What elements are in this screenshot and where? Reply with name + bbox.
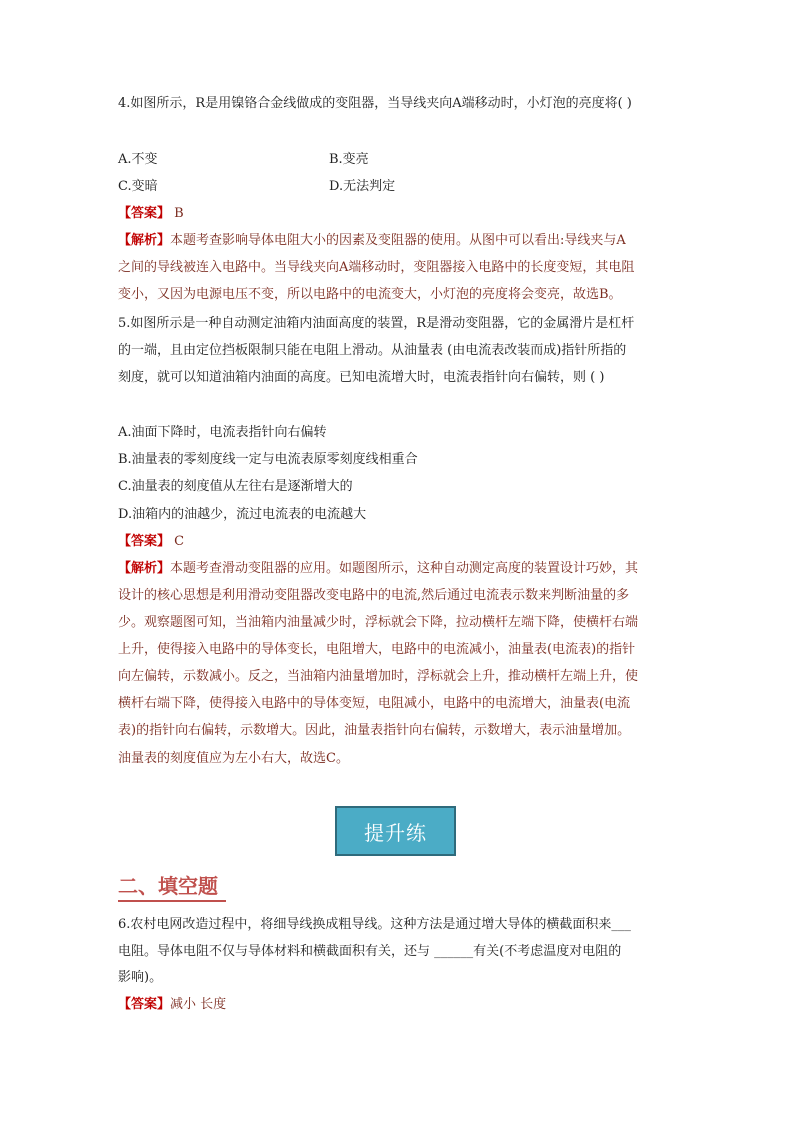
analysis-tag: 【解析】: [118, 233, 171, 248]
q4-analysis-line-3: 变小，又因为电源电压不变，所以电路中的电流变大，小灯泡的亮度将会变亮，故选B。: [118, 287, 622, 302]
q4-stem: 4.如图所示，R是用镍铬合金线做成的变阻器，当导线夹向A端移动时，小灯泡的亮度将( ): [118, 96, 632, 111]
analysis-tag: 【解析】: [118, 561, 171, 576]
q5-stem-line-2: 的一端，且由定位挡板限制只能在电阻上滑动。从油量表 (由电流表改装而成)指针所指的: [118, 343, 627, 358]
q4-analysis-line-1: [118, 231, 626, 251]
section-title: 二、填空题: [118, 874, 218, 898]
banner-improve-practice: 提升练: [335, 806, 456, 856]
q4-option-d: D.无法判定: [329, 179, 396, 194]
section-underline: [118, 900, 226, 902]
answer-tag: 【答案】: [118, 534, 171, 549]
answer-tag: 【答案】: [118, 997, 171, 1012]
answer-tag: 【答案】: [118, 206, 171, 221]
q5-analysis-line-6: 横杆右端下降，使得接入电路中的导体变短，电阻减小，电路中的电流增大，油量表(电流: [118, 696, 631, 711]
q6-stem-line-2: 电阻。导体电阻不仅与导体材料和横截面积有关，还与 ______有关(不考虑温度对电阻的: [118, 944, 622, 959]
q5-analysis-line-4: 上升，使得接入电路中的导体变长，电阻增大，电路中的电流减小，油量表(电流表)的指针: [118, 642, 636, 657]
q5-analysis-line-1: [118, 559, 638, 579]
q5-analysis-line-5: 向左偏转，示数减小。反之，当油箱内油量增加时，浮标就会上升，推动横杆左端上升，使: [118, 669, 639, 684]
q5-stem-line-3: 刻度，就可以知道油箱内油面的高度。已知电流增大时，电流表指针向右偏转，则 ( ): [118, 370, 605, 385]
q5-answer-value: C: [170, 534, 185, 549]
q5-analysis-line-8: 油量表的刻度值应为左小右大，故选C。: [118, 751, 349, 766]
q5-analysis-line-3: 少。观察题图可知，当油箱内油量减少时，浮标就会下降，拉动横杆左端下降，使横杆右端: [118, 615, 639, 630]
q5-stem-line-1: 5.如图所示是一种自动测定油箱内油面高度的装置，R是滑动变阻器，它的金属滑片是杠杆: [118, 316, 635, 331]
q4-option-a: A.不变: [118, 152, 158, 167]
q5-analysis-line-7: 表)的指针向右偏转，示数增大。因此，油量表指针向右偏转，示数增大，表示油量增加。: [118, 723, 631, 738]
q5-option-b: B.油量表的零刻度线一定与电流表原零刻度线相重合: [118, 452, 418, 467]
q4-answer: [118, 204, 184, 224]
q4-answer-value: B: [170, 206, 184, 221]
q6-answer-value: 减小 长度: [170, 997, 227, 1012]
q5-analysis-text: 本题考查滑动变阻器的应用。如题图所示，这种自动测定高度的装置设计巧妙，其: [170, 561, 639, 576]
q4-analysis-line-2: 之间的导线被连入电路中。当导线夹向A端移动时，变阻器接入电路中的长度变短，其电阻: [118, 260, 635, 275]
q4-option-b: B.变亮: [329, 152, 369, 167]
q4-option-c: C.变暗: [118, 179, 158, 194]
q5-option-a: A.油面下降时，电流表指针向右偏转: [118, 425, 327, 440]
q5-answer: [118, 532, 184, 552]
q5-option-d: D.油箱内的油越少，流过电流表的电流越大: [118, 507, 367, 522]
q6-answer: [118, 995, 226, 1015]
q5-analysis-line-2: 设计的核心思想是利用滑动变阻器改变电路中的电流,然后通过电流表示数来判断油量的多: [118, 588, 630, 603]
q4-analysis-text: 本题考查影响导体电阻大小的因素及变阻器的使用。从图中可以看出:导线夹与A: [170, 233, 626, 248]
q6-stem-line-1: 6.农村电网改造过程中，将细导线换成粗导线。这种方法是通过增大导体的横截面积来___: [118, 917, 631, 932]
q5-option-c: C.油量表的刻度值从左往右是逐渐增大的: [118, 479, 353, 494]
q6-stem-line-3: 影响)。: [118, 970, 163, 985]
